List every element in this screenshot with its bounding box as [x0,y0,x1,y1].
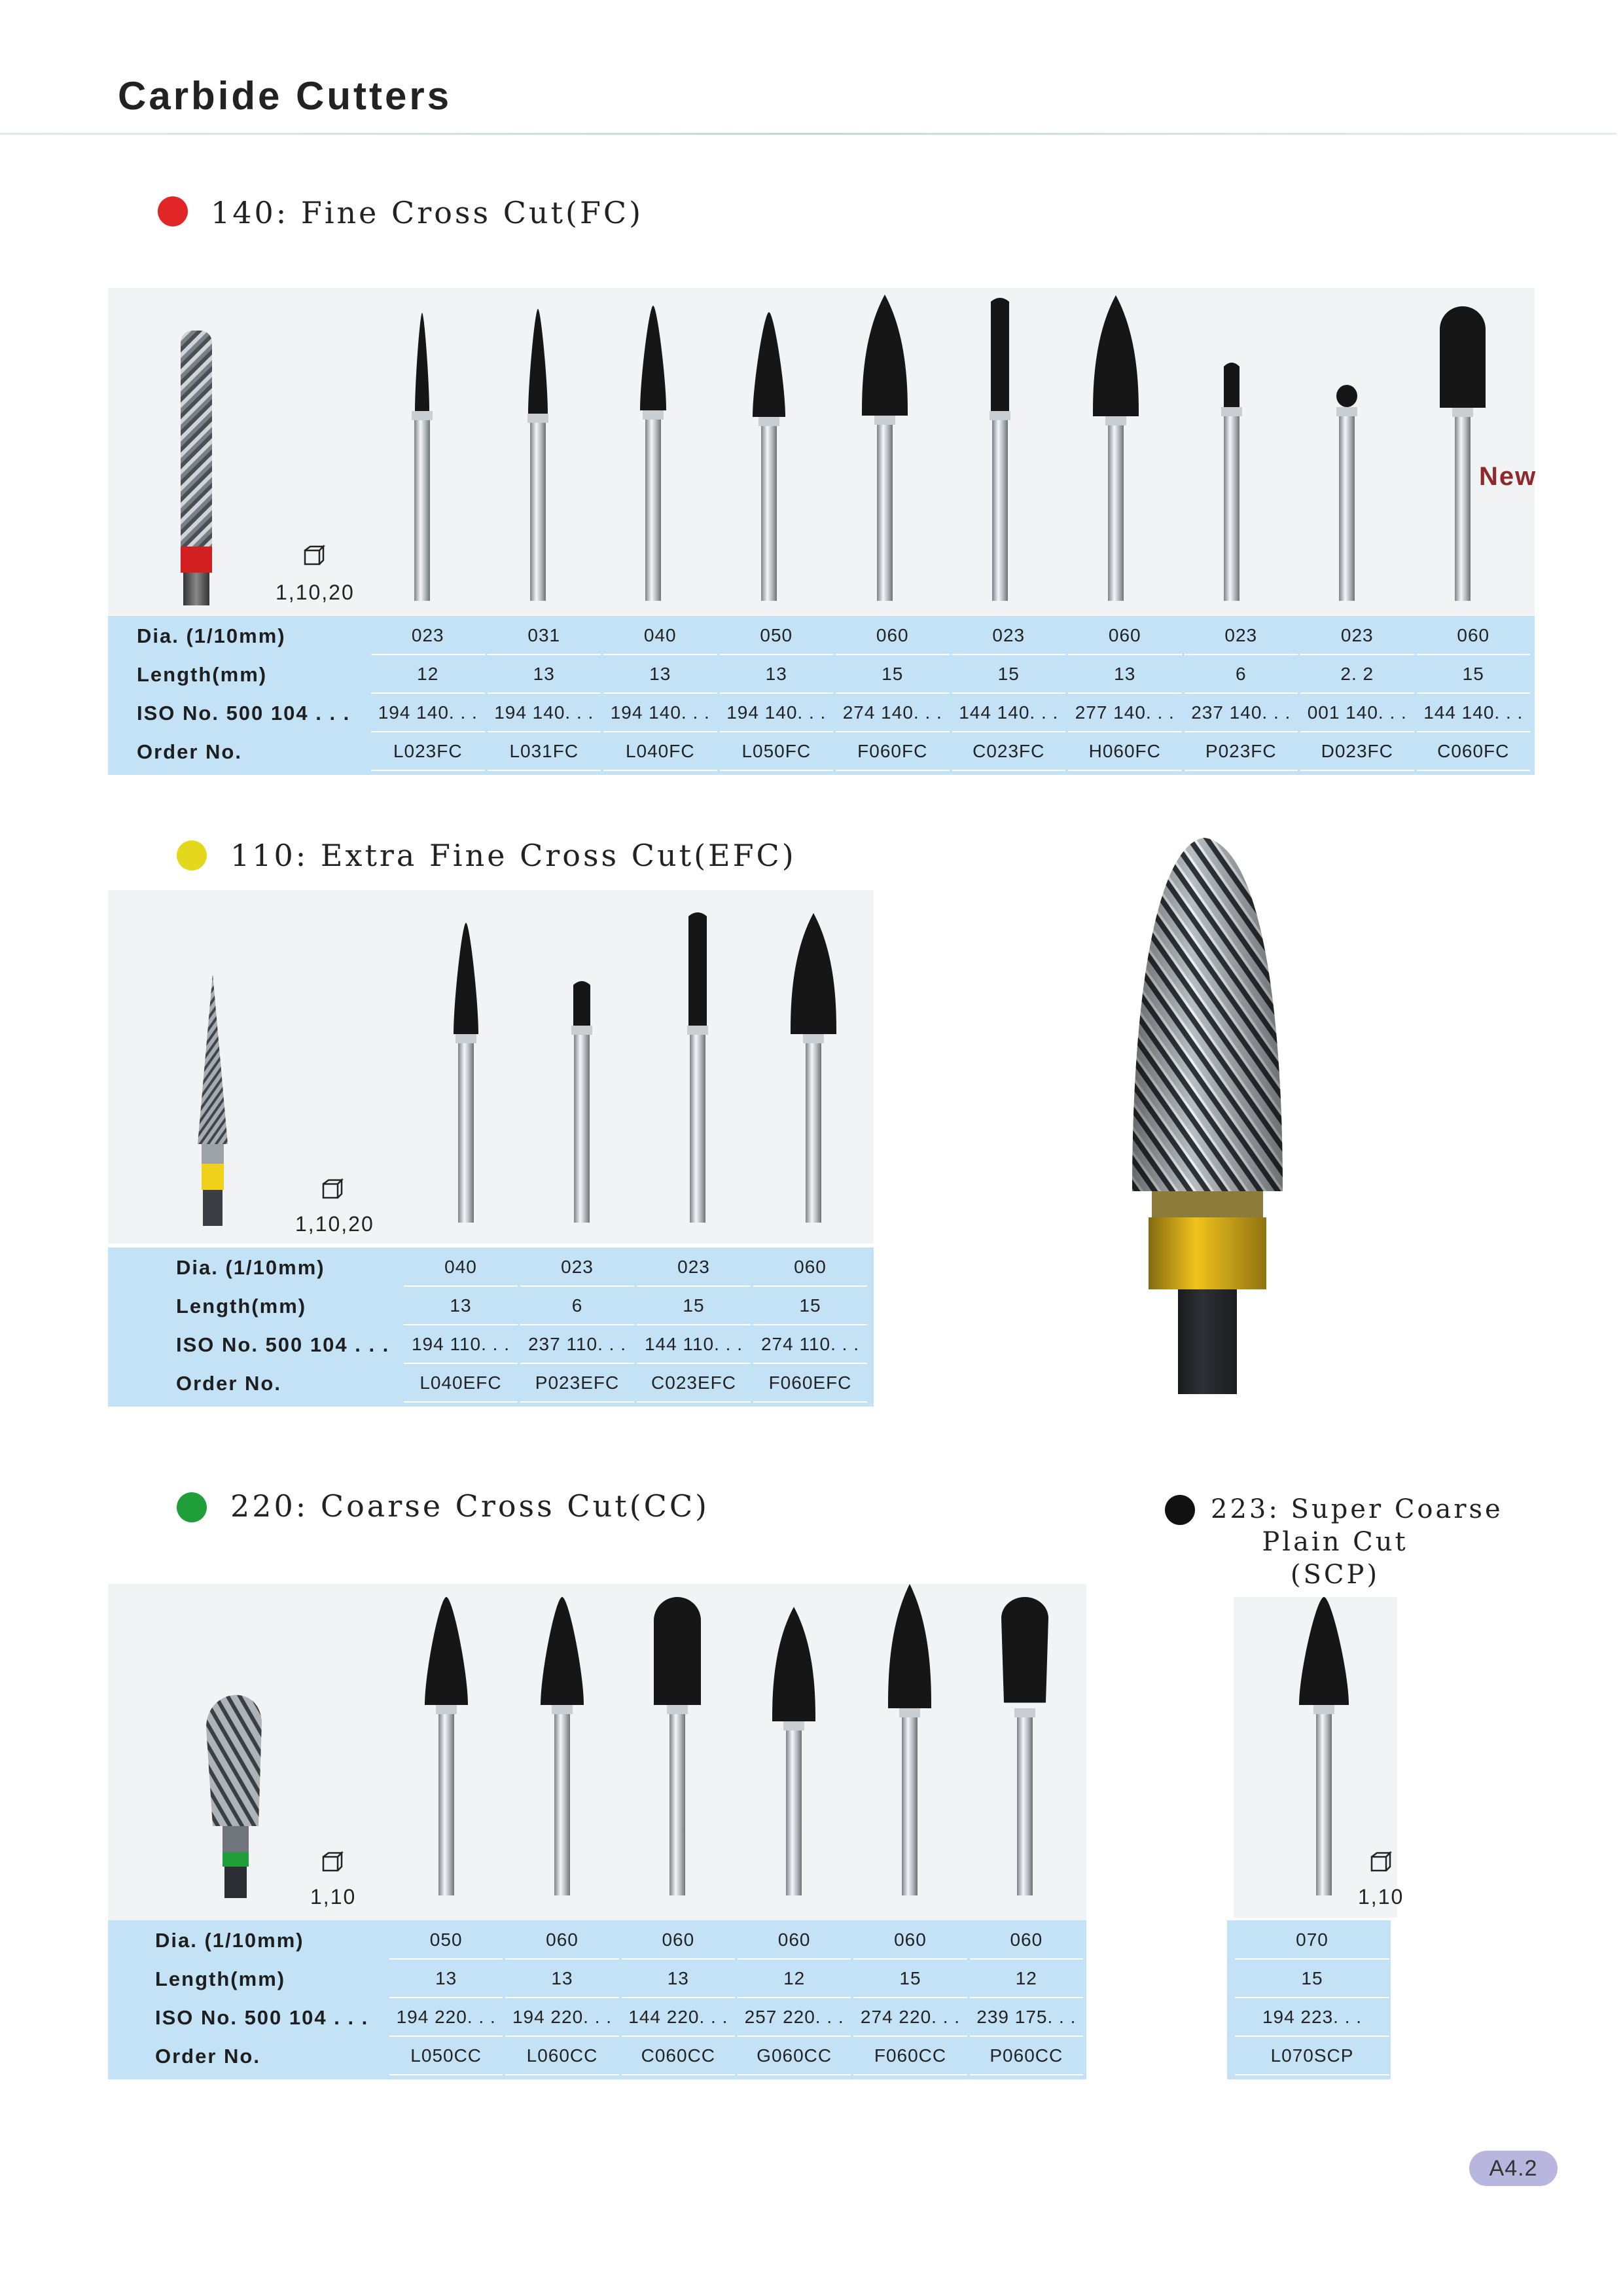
fc-label-dia: Dia. (1/10mm) [137,624,286,647]
fc-cell-length: 2. 2 [1300,656,1414,694]
efc-sample-cutter-image [190,974,236,1226]
cc-cell-iso: 194 220. . . [389,1999,503,2037]
efc-label-iso: ISO No. 500 104 . . . [176,1333,390,1356]
fc-bur-illustration [730,312,808,601]
fc-cell-iso: 144 140. . . [1417,694,1531,732]
fc-spec-table [108,616,1535,775]
cc-cell-order: C060CC [622,2037,735,2075]
fc-cell-iso: 274 140. . . [836,694,950,732]
cc-cell-order: P060CC [970,2037,1083,2075]
fc-cell-iso: 194 140. . . [371,694,485,732]
efc-cell-dia: 023 [520,1249,634,1287]
new-badge: New [1479,462,1537,491]
efc-cell-order: C023EFC [637,1365,751,1403]
efc-cell-order: F060EFC [753,1365,867,1403]
cc-label-order: Order No. [155,2045,260,2068]
cc-cell-dia: 060 [970,1922,1083,1960]
fc-bur-illustration [1308,385,1386,601]
efc-cell-iso: 237 110. . . [520,1326,634,1364]
fc-cell-order: L031FC [488,733,601,771]
fc-cell-length: 12 [371,656,485,694]
fc-cell-iso: 194 140. . . [603,694,717,732]
cc-label-dia: Dia. (1/10mm) [155,1929,304,1952]
fc-cell-length: 15 [952,656,1066,694]
efc-color-dot [177,840,207,870]
efc-label-length: Length(mm) [176,1295,307,1318]
fc-bur-illustration [1077,295,1155,601]
package-icon [1370,1851,1389,1871]
scp-cell-length: 15 [1235,1960,1389,1998]
cc-label-iso: ISO No. 500 104 . . . [155,2006,369,2029]
fc-cell-order: C023FC [952,733,1066,771]
fc-cell-iso: 001 140. . . [1300,694,1414,732]
fc-bur-illustration [1192,361,1271,601]
package-icon [303,545,323,564]
page-number-badge: A4.2 [1469,2151,1558,2186]
cc-cell-order: L050CC [389,2037,503,2075]
scp-cell-dia: 070 [1235,1922,1389,1960]
efc-cell-length: 13 [404,1287,518,1325]
efc-cell-order: L040EFC [404,1365,518,1403]
scp-pack-qty: 1,10 [1358,1885,1404,1909]
efc-cell-dia: 060 [753,1249,867,1287]
efc-spec-table [108,1247,874,1407]
efc-cell-iso: 274 110. . . [753,1326,867,1364]
cc-cell-order: F060CC [853,2037,967,2075]
cc-cell-order: G060CC [738,2037,851,2075]
cc-cell-order: L060CC [505,2037,618,2075]
fc-cell-dia: 023 [952,617,1066,655]
efc-cell-length: 15 [753,1287,867,1325]
efc-cell-length: 6 [520,1287,634,1325]
cc-cell-iso: 274 220. . . [853,1999,967,2037]
fc-cell-dia: 023 [1300,617,1414,655]
package-icon [321,1851,341,1871]
cc-pack-qty: 1,10 [310,1885,357,1909]
fc-cell-dia: 040 [603,617,717,655]
fc-cell-length: 13 [1068,656,1182,694]
cc-cell-dia: 060 [622,1922,735,1960]
fc-heading: 140: Fine Cross Cut(FC) [211,195,644,230]
cc-cell-length: 12 [738,1960,851,1998]
fc-label-order: Order No. [137,740,242,763]
fc-bur-illustration [499,309,577,601]
fc-cell-order: P023FC [1185,733,1298,771]
cc-bur-illustration [407,1597,486,1895]
cc-bur-illustration [523,1597,601,1895]
efc-cell-dia: 040 [404,1249,518,1287]
fc-bur-illustration [961,296,1039,601]
fc-cell-iso: 194 140. . . [720,694,834,732]
fc-cell-dia: 050 [720,617,834,655]
fc-bur-illustration [846,295,924,601]
efc-bur-illustration [658,911,737,1223]
fc-cell-order: L050FC [720,733,834,771]
scp-spec-table [1227,1920,1391,2079]
scp-cell-order: L070SCP [1235,2037,1389,2075]
scp-heading [1211,1493,1503,1591]
cc-cell-iso: 257 220. . . [738,1999,851,2037]
fc-cell-length: 13 [720,656,834,694]
fc-color-dot [158,196,188,226]
fc-pack-qty: 1,10,20 [276,581,355,604]
fc-cell-order: L023FC [371,733,485,771]
fc-cell-order: C060FC [1417,733,1531,771]
fc-cell-iso: 194 140. . . [488,694,601,732]
fc-cell-length: 13 [488,656,601,694]
efc-cell-iso: 144 110. . . [637,1326,751,1364]
cc-cell-iso: 194 220. . . [505,1999,618,2037]
fc-sample-cutter-image [177,331,216,605]
scp-heading-line-1: 223: Super Coarse [1211,1494,1503,1524]
cc-cell-dia: 060 [853,1922,967,1960]
header-divider [0,133,1616,135]
cc-bur-illustration [755,1607,833,1895]
fc-cell-iso: 237 140. . . [1185,694,1298,732]
scp-bur-illustration [1285,1597,1363,1895]
page-title: Carbide Cutters [118,74,452,118]
cc-bur-illustration [638,1597,717,1895]
cc-cell-iso: 239 175. . . [970,1999,1083,2037]
fc-bur-illustration [614,306,692,601]
efc-bur-illustration [427,923,505,1223]
cc-cell-length: 13 [505,1960,618,1998]
cc-sample-cutter-image [193,1682,272,1898]
efc-bur-illustration [774,913,853,1223]
fc-cell-iso: 144 140. . . [952,694,1066,732]
package-icon [321,1178,341,1198]
cc-cell-dia: 050 [389,1922,503,1960]
cc-cell-dia: 060 [738,1922,851,1960]
cc-bur-illustration [870,1584,949,1895]
cc-label-length: Length(mm) [155,1967,286,1990]
scp-color-dot [1165,1495,1195,1525]
cc-cell-length: 15 [853,1960,967,1998]
fc-bur-illustration [383,313,461,601]
fc-bur-illustration [1423,306,1502,601]
fc-cell-dia: 060 [1417,617,1531,655]
fc-label-length: Length(mm) [137,663,268,686]
cc-heading: 220: Coarse Cross Cut(CC) [230,1488,709,1524]
efc-bur-illustration [543,980,621,1223]
cc-color-dot [177,1492,207,1522]
cc-cell-iso: 144 220. . . [622,1999,735,2037]
cc-cell-length: 13 [622,1960,735,1998]
fc-cell-order: F060FC [836,733,950,771]
efc-cell-length: 15 [637,1287,751,1325]
efc-heading: 110: Extra Fine Cross Cut(EFC) [230,838,796,873]
efc-cell-dia: 023 [637,1249,751,1287]
scp-heading-line-2: Plain Cut [1262,1527,1408,1557]
fc-cell-length: 15 [836,656,950,694]
cc-cell-length: 13 [389,1960,503,1998]
cutter-closeup-image [1106,825,1309,1394]
fc-cell-dia: 060 [1068,617,1182,655]
efc-label-dia: Dia. (1/10mm) [176,1256,325,1279]
scp-cell-iso: 194 223. . . [1235,1999,1389,2037]
fc-cell-dia: 023 [371,617,485,655]
efc-cell-iso: 194 110. . . [404,1326,518,1364]
fc-cell-order: L040FC [603,733,717,771]
fc-cell-dia: 060 [836,617,950,655]
efc-pack-qty: 1,10,20 [295,1212,374,1236]
efc-label-order: Order No. [176,1372,281,1395]
fc-cell-order: D023FC [1300,733,1414,771]
fc-cell-order: H060FC [1068,733,1182,771]
scp-heading-line-3: (SCP) [1290,1560,1380,1590]
fc-cell-dia: 031 [488,617,601,655]
cc-cell-length: 12 [970,1960,1083,1998]
cc-spec-table [108,1920,1086,2079]
fc-cell-length: 13 [603,656,717,694]
cc-bur-illustration [986,1597,1064,1895]
fc-cell-iso: 277 140. . . [1068,694,1182,732]
efc-cell-order: P023EFC [520,1365,634,1403]
cc-cell-dia: 060 [505,1922,618,1960]
fc-label-iso: ISO No. 500 104 . . . [137,702,351,725]
fc-cell-length: 15 [1417,656,1531,694]
fc-cell-dia: 023 [1185,617,1298,655]
fc-cell-length: 6 [1185,656,1298,694]
